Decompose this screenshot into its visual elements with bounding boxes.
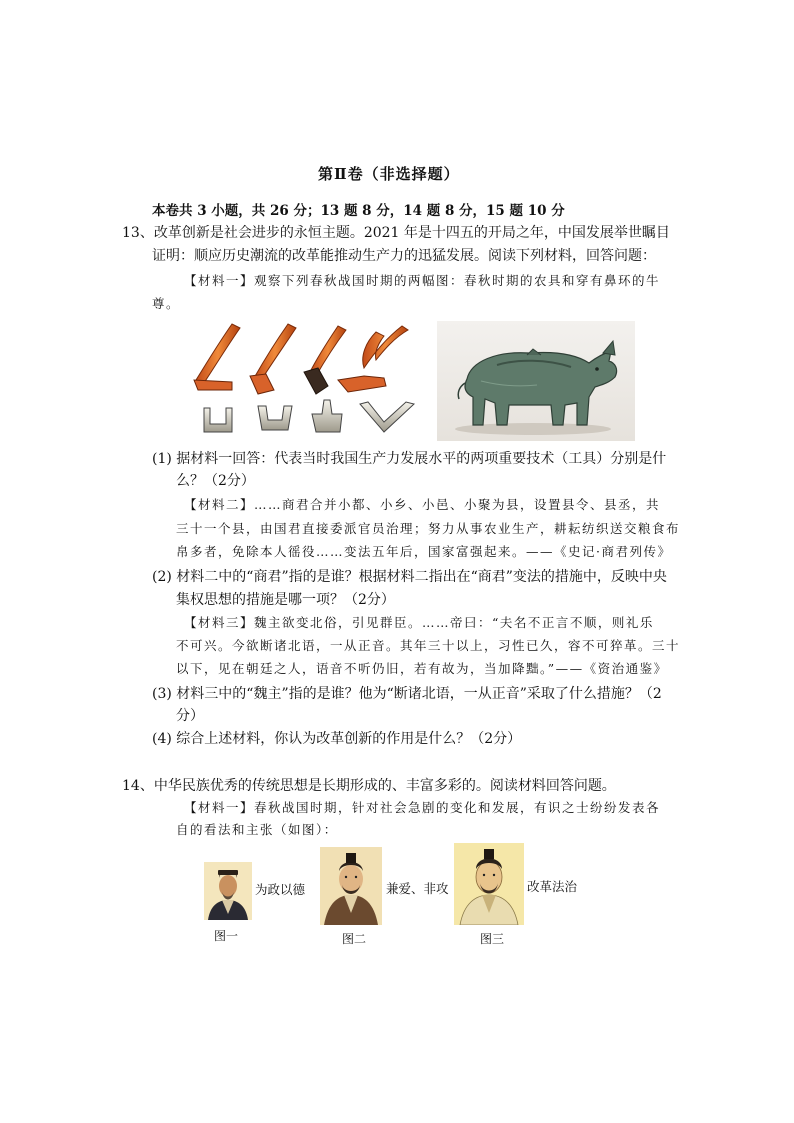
q13-material2-line-1: 【材料二】……商君合并小都、小乡、小邑、小聚为县，设置县令、县丞，共 (184, 497, 661, 512)
q13-sub1-line-1: (1) 据材料一回答：代表当时我国生产力发展水平的两项重要技术（工具）分别是什 (152, 451, 667, 467)
portrait-2-image (320, 847, 382, 925)
farm-tools-image (188, 320, 426, 440)
portrait-3-label: 改革法治 (527, 879, 578, 894)
rhino-zun-illustration (437, 321, 635, 441)
portrait-1-image (204, 862, 252, 920)
q13-sub1-line-2: 么？（2分） (176, 473, 255, 489)
farm-tools-illustration (188, 320, 426, 440)
q13-sub3-line-1: (3) 材料三中的“魏主”指的是谁？他为“断诸北语，一从正音”采取了什么措施？（2 (152, 686, 662, 702)
q13-material2-line-2: 三十一个县，由国君直接委派官员治理；努力从事农业生产，耕耘纺织送交粮食布 (176, 521, 681, 536)
q13-sub2-line-1: (2) 材料二中的“商君”指的是谁？根据材料二指出在“商君”变法的措施中，反映中央 (152, 569, 667, 585)
portrait-2-label: 兼爱、非攻 (386, 881, 449, 896)
q14-line-1: 14、中华民族优秀的传统思想是长期形成的、丰富多彩的。阅读材料回答问题。 (122, 778, 616, 794)
q13-material1-line-1: 【材料一】观察下列春秋战国时期的两幅图：春秋时期的农具和穿有鼻环的牛 (184, 273, 661, 288)
section-intro: 本卷共 3 小题，共 26 分；13 题 8 分，14 题 8 分，15 题 10 分 (152, 203, 565, 219)
section-title: 第Ⅱ卷（非选择题） (318, 165, 460, 183)
portrait-3-caption: 图三 (480, 932, 505, 946)
q13-material3-line-2: 不可兴。今欲断诸北语，一从正音。其年三十以上，习性已久，容不可猝革。三十 (176, 638, 681, 653)
mozi-portrait-icon (320, 847, 382, 925)
rhino-zun-image (437, 321, 635, 441)
q14-material1-line-2: 自的看法和主张（如图）： (176, 822, 338, 837)
q13-material3-line-1: 【材料三】魏主欲变北俗，引见群臣。……帝曰：“夫名不正言不顺，则礼乐 (184, 615, 654, 630)
q13-material2-line-3: 帛多者，免除本人徭役……变法五年后，国家富强起来。——《史记·商君列传》 (176, 544, 672, 559)
q13-sub2-line-2: 集权思想的措施是哪一项？（2分） (176, 592, 395, 608)
q13-sub4: (4) 综合上述材料，你认为改革创新的作用是什么？（2分） (152, 731, 522, 747)
portrait-1-caption: 图一 (214, 929, 239, 943)
portrait-1-label: 为政以德 (255, 882, 306, 897)
q13-line-2: 证明：顺应历史潮流的改革能推动生产力的迅猛发展。阅读下列材料，回答问题： (152, 248, 656, 264)
portrait-3-image (454, 843, 524, 925)
shang-yang-portrait-icon (454, 843, 524, 925)
confucius-portrait-icon (204, 862, 252, 920)
q13-sub3-line-2: 分） (176, 708, 204, 724)
portrait-2-caption: 图二 (342, 932, 367, 946)
q13-line-1: 13、改革创新是社会进步的永恒主题。2021 年是十四五的开局之年，中国发展举世瞩目 (122, 225, 670, 241)
q14-material1-line-1: 【材料一】春秋战国时期，针对社会急剧的变化和发展，有识之士纷纷发表各 (184, 800, 661, 815)
q13-material1-line-2: 尊。 (152, 296, 181, 311)
q13-material3-line-3: 以下，见在朝廷之人，语音不听仍旧，若有故为，当加降黜。”——《资治通鉴》 (176, 661, 668, 676)
